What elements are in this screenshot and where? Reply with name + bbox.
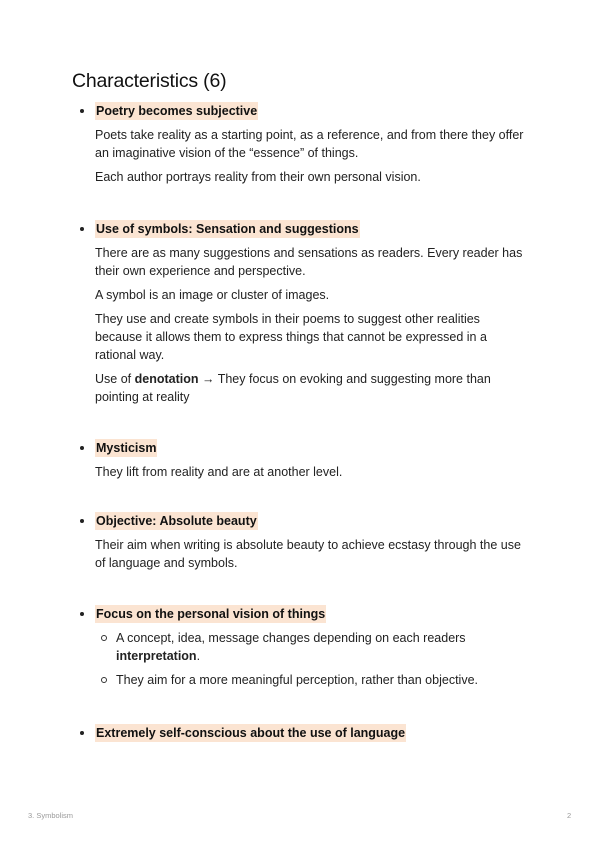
footer-section-label: 3. Symbolism [28,811,74,820]
paragraph: A symbol is an image or cluster of images. [95,288,330,302]
page-title: Characteristics (6) [72,70,227,92]
section-self-conscious-language [95,724,525,742]
denotation-term: denotation [134,372,199,386]
footer-page-number: 2 [567,811,572,820]
section-mysticism [95,439,525,481]
paragraph: Their aim when writing is absolute beauty to achieve ecstasy through the use of language and symbols. [95,538,521,570]
sub-item-tail: . [196,649,201,663]
circle-bullet [101,635,107,641]
section-heading: Objective: Absolute beauty [96,514,257,528]
bullet [80,731,84,735]
sub-list-item [95,671,525,689]
paragraph: They use and create symbols in their poems to suggest other realities because it allows them to express things that cannot be expressed in a rational way. [95,312,487,362]
sub-item-text: They aim for a more meaningful perception, rather than objective. [116,673,478,687]
bullet [80,519,84,523]
bullet [80,109,84,113]
sub-item-bold: interpretation [116,649,197,663]
section-heading: Poetry becomes subjective [96,104,258,118]
denotation-suffix: → They focus on evoking and suggesting more than pointing at reality [95,372,491,404]
section-heading: Extremely self-conscious about the use of language [96,726,406,740]
bullet [80,446,84,450]
paragraph: Poets take reality as a starting point, as a reference, and from there they offer an imaginative vision of the “essence” of things. [95,128,524,160]
paragraph: Each author portrays reality from their own personal vision. [95,170,421,184]
section-heading: Mysticism [96,441,157,455]
section-absolute-beauty [95,512,525,572]
paragraph: They lift from reality and are at another level. [95,465,343,479]
sub-item-text: A concept, idea, message changes depending on each readers [116,631,466,645]
bullet [80,612,84,616]
section-poetry-subjective [95,102,525,186]
section-personal-vision [95,605,525,689]
denotation-prefix: Use of [95,372,135,386]
denotation-paragraph [95,370,525,406]
section-heading: Focus on the personal vision of things [96,607,326,621]
sub-list-item [95,629,525,665]
bullet [80,227,84,231]
circle-bullet [101,677,107,683]
section-heading: Use of symbols: Sensation and suggestions [96,222,359,236]
paragraph: There are as many suggestions and sensations as readers. Every reader has their own experience and perspective. [95,246,523,278]
section-use-of-symbols [95,220,525,406]
